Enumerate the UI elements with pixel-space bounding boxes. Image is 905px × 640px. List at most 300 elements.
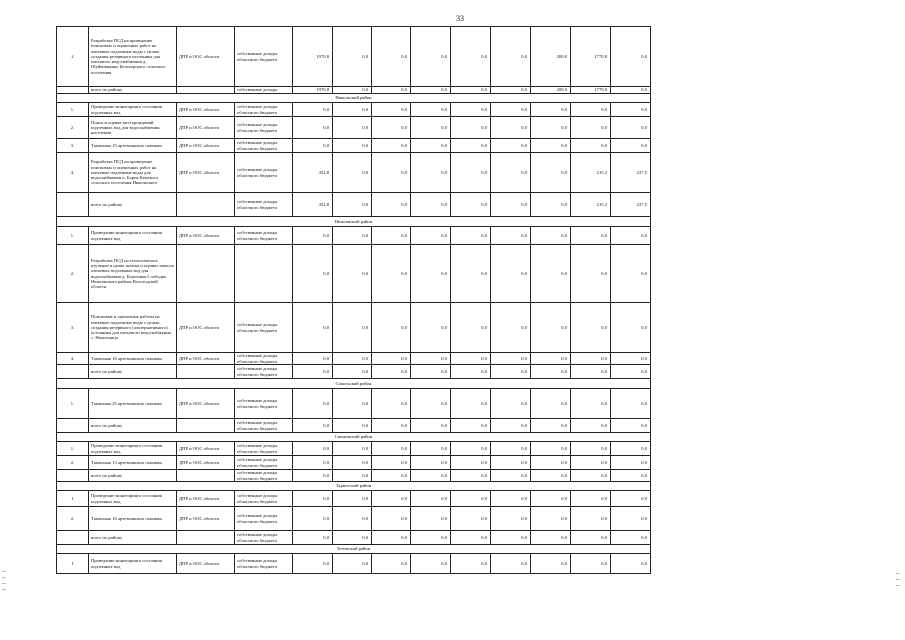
executor: [177, 470, 235, 482]
value-cell: 0,0: [531, 193, 571, 217]
table-row: [57, 227, 651, 245]
executor: [177, 193, 235, 217]
value-cell: 0,0: [611, 531, 651, 545]
executor: ДПР и ООС области: [177, 227, 235, 245]
value-cell: 0,0: [611, 227, 651, 245]
left-edge-marks: – – – –: [2, 567, 6, 593]
funding-source: собственные доходы областного бюджета: [235, 103, 293, 117]
value-cell: 0,0: [531, 456, 571, 470]
funding-source: собственные доходы областного бюджета: [235, 153, 293, 193]
row-number: [57, 531, 89, 545]
row-number: 1: [57, 491, 89, 507]
measure-name: Разработка ПСД на геологическое изучение в целях поиска и оценки запасов питьевых подземных вод для водоснабжения д. Березовая Слободка Нюксенского района Вологодской области: [89, 245, 177, 303]
value-cell: 0,0: [491, 442, 531, 456]
table-row: [57, 389, 651, 419]
section-title: Тарногский район: [57, 482, 651, 491]
table-row: [57, 193, 651, 217]
value-cell: 0,0: [293, 442, 333, 456]
value-cell: 0,0: [411, 491, 451, 507]
value-cell: 0,0: [611, 491, 651, 507]
value-cell: 0,0: [611, 117, 651, 139]
measure-name: Тампонаж 13 артезианских скважин: [89, 456, 177, 470]
value-cell: 0,0: [571, 227, 611, 245]
budget-table: [56, 26, 651, 574]
value-cell: 0,0: [451, 103, 491, 117]
value-cell: 0,0: [451, 470, 491, 482]
value-cell: 0,0: [372, 245, 411, 303]
table-row: [57, 117, 651, 139]
table-row: [57, 531, 651, 545]
row-number: 2: [57, 27, 89, 87]
value-cell: 0,0: [571, 470, 611, 482]
section-row: [57, 545, 651, 554]
funding-source: собственные доходы областного бюджета: [235, 491, 293, 507]
value-cell: 0,0: [293, 139, 333, 153]
value-cell: 0,0: [293, 303, 333, 353]
value-cell: 237,5: [611, 193, 651, 217]
value-cell: 0,0: [372, 389, 411, 419]
measure-name: всего по району: [89, 419, 177, 433]
value-cell: 0,0: [451, 419, 491, 433]
value-cell: 0,0: [491, 491, 531, 507]
measure-name: Разработка ПСД на проведение поисковых и оценочных работ на питьевые подземные воды с целью создания резервного источника для питьевого водоснабжения д. Шуйковщины Белозерского сельского поселения: [89, 27, 177, 87]
value-cell: 0,0: [531, 442, 571, 456]
value-cell: 215,3: [571, 193, 611, 217]
row-number: 2.: [57, 245, 89, 303]
value-cell: 0,0: [611, 103, 651, 117]
value-cell: 0,0: [491, 353, 531, 365]
value-cell: 0,0: [531, 507, 571, 531]
value-cell: 0,0: [611, 442, 651, 456]
value-cell: 0,0: [491, 389, 531, 419]
funding-source: собственные доходы областного бюджета: [235, 303, 293, 353]
value-cell: 0,0: [293, 531, 333, 545]
value-cell: 0,0: [411, 554, 451, 574]
value-cell: 0,0: [372, 153, 411, 193]
value-cell: 0,0: [611, 353, 651, 365]
row-number: 1: [57, 554, 89, 574]
funding-source: собственные доходы областного бюджета: [235, 365, 293, 379]
row-number: 4.: [57, 153, 89, 193]
value-cell: 0,0: [372, 193, 411, 217]
value-cell: 0,0: [372, 554, 411, 574]
value-cell: 0,0: [333, 193, 372, 217]
measure-name: всего по району: [89, 87, 177, 94]
value-cell: 0,0: [491, 419, 531, 433]
value-cell: 0,0: [411, 245, 451, 303]
value-cell: 0,0: [451, 117, 491, 139]
measure-name: Проведение мониторинга состояния подземных вод: [89, 554, 177, 574]
value-cell: 0,0: [451, 227, 491, 245]
value-cell: 0,0: [491, 531, 531, 545]
funding-source: собственные доходы областного бюджета: [235, 442, 293, 456]
value-cell: 0,0: [411, 365, 451, 379]
value-cell: 0,0: [411, 87, 451, 94]
value-cell: 0,0: [451, 153, 491, 193]
value-cell: 0,0: [571, 353, 611, 365]
table-row: [57, 27, 651, 87]
value-cell: 0,0: [491, 117, 531, 139]
table-row: [57, 139, 651, 153]
table-row: [57, 245, 651, 303]
value-cell: 0,0: [531, 227, 571, 245]
value-cell: 0,0: [491, 227, 531, 245]
value-cell: 0,0: [293, 245, 333, 303]
value-cell: 0,0: [571, 531, 611, 545]
value-cell: 0,0: [571, 507, 611, 531]
row-number: [57, 193, 89, 217]
measure-name: Тампонаж 16 артезианских скважин: [89, 353, 177, 365]
measure-name: всего по району: [89, 365, 177, 379]
executor: [177, 365, 235, 379]
measure-name: Тампонаж 25 артезианских скважин: [89, 389, 177, 419]
value-cell: 0,0: [372, 103, 411, 117]
value-cell: 0,0: [571, 554, 611, 574]
executor: ДПР и ООС области: [177, 153, 235, 193]
value-cell: 0,0: [411, 389, 451, 419]
value-cell: 0,0: [411, 103, 451, 117]
row-number: 3.: [57, 303, 89, 353]
value-cell: 0,0: [611, 87, 651, 94]
value-cell: 1970,8: [293, 27, 333, 87]
value-cell: 0,0: [411, 139, 451, 153]
table-row: [57, 103, 651, 117]
value-cell: 0,0: [571, 117, 611, 139]
value-cell: 0,0: [611, 507, 651, 531]
value-cell: 0,0: [372, 227, 411, 245]
measure-name: Проведение мониторинга состояния подземных вод: [89, 227, 177, 245]
value-cell: 0,0: [531, 419, 571, 433]
executor: ДПР и ООС области: [177, 139, 235, 153]
right-edge-marks: – – –: [896, 569, 900, 589]
value-cell: 0,0: [491, 245, 531, 303]
value-cell: 0,0: [451, 554, 491, 574]
value-cell: 0,0: [611, 27, 651, 87]
funding-source: [235, 245, 293, 303]
executor: ДПР и ООС области: [177, 27, 235, 87]
value-cell: 0,0: [333, 419, 372, 433]
value-cell: 0,0: [333, 554, 372, 574]
value-cell: 1770,8: [571, 27, 611, 87]
value-cell: 0,0: [372, 117, 411, 139]
funding-source: собственные доходы областного бюджета: [235, 419, 293, 433]
value-cell: 0,0: [491, 507, 531, 531]
value-cell: 0,0: [372, 531, 411, 545]
value-cell: 0,0: [411, 353, 451, 365]
value-cell: 0,0: [333, 470, 372, 482]
row-number: [57, 87, 89, 94]
row-number: 1.: [57, 389, 89, 419]
funding-source: собственные доходы областного бюджета: [235, 531, 293, 545]
value-cell: 0,0: [491, 103, 531, 117]
table-row: [57, 365, 651, 379]
measure-name: Поисковые и оценочные работы на питьевые подземные воды с целью создания резервного (альтернативного) источника для питьевого водоснабжения с. Нюксеница: [89, 303, 177, 353]
value-cell: 0,0: [491, 303, 531, 353]
value-cell: 0,0: [293, 389, 333, 419]
value-cell: 0,0: [531, 103, 571, 117]
value-cell: 0,0: [451, 27, 491, 87]
value-cell: 0,0: [333, 153, 372, 193]
value-cell: 0,0: [571, 103, 611, 117]
value-cell: 0,0: [531, 470, 571, 482]
executor: ДПР и ООС области: [177, 353, 235, 365]
funding-source: собственные доходы областного бюджета: [235, 389, 293, 419]
row-number: [57, 470, 89, 482]
value-cell: 0,0: [333, 507, 372, 531]
value-cell: 200,0: [531, 27, 571, 87]
value-cell: 0,0: [411, 27, 451, 87]
value-cell: 0,0: [293, 554, 333, 574]
value-cell: 237,5: [611, 153, 651, 193]
section-title: Сямженский район: [57, 433, 651, 442]
executor: ДПР и ООС области: [177, 554, 235, 574]
funding-source: собственные доходы областного бюджета: [235, 139, 293, 153]
value-cell: 0,0: [451, 365, 491, 379]
measure-name: Проведение мониторинга состояния подземных вод: [89, 442, 177, 456]
value-cell: 0,0: [611, 456, 651, 470]
value-cell: 452,8: [293, 153, 333, 193]
value-cell: 0,0: [293, 491, 333, 507]
value-cell: 0,0: [293, 227, 333, 245]
funding-source: собственные доходы областного бюджета: [235, 554, 293, 574]
funding-source: собственные доходы областного бюджета: [235, 117, 293, 139]
measure-name: Тампонаж 15 артезианских скважин: [89, 139, 177, 153]
value-cell: 0,0: [491, 27, 531, 87]
executor: ДПР и ООС области: [177, 442, 235, 456]
value-cell: 0,0: [491, 139, 531, 153]
table-row: [57, 353, 651, 365]
measure-name: всего по району: [89, 470, 177, 482]
value-cell: 0,0: [531, 153, 571, 193]
value-cell: 0,0: [372, 456, 411, 470]
value-cell: 0,0: [571, 491, 611, 507]
value-cell: 0,0: [571, 303, 611, 353]
value-cell: 0,0: [451, 193, 491, 217]
value-cell: 0,0: [411, 153, 451, 193]
value-cell: 0,0: [333, 353, 372, 365]
funding-source: собственные доходы областного бюджета: [235, 456, 293, 470]
row-number: 3.: [57, 139, 89, 153]
page-number: 33: [456, 14, 464, 23]
value-cell: 0,0: [451, 389, 491, 419]
value-cell: 0,0: [372, 442, 411, 456]
value-cell: 0,0: [491, 193, 531, 217]
value-cell: 0,0: [451, 245, 491, 303]
executor: [177, 531, 235, 545]
executor: ДПР и ООС области: [177, 117, 235, 139]
value-cell: 1970,8: [293, 87, 333, 94]
value-cell: 200,0: [531, 87, 571, 94]
row-number: 2.: [57, 456, 89, 470]
value-cell: 0,0: [531, 389, 571, 419]
value-cell: 0,0: [451, 139, 491, 153]
value-cell: 0,0: [333, 456, 372, 470]
value-cell: 0,0: [571, 389, 611, 419]
value-cell: 0,0: [611, 139, 651, 153]
funding-source: собственные доходы областного бюджета: [235, 507, 293, 531]
value-cell: 0,0: [411, 419, 451, 433]
value-cell: 0,0: [333, 303, 372, 353]
funding-source: собственные доходы: [235, 87, 293, 94]
executor: ДПР и ООС области: [177, 456, 235, 470]
value-cell: 0,0: [451, 507, 491, 531]
value-cell: 0,0: [451, 303, 491, 353]
measure-name: Проведение мониторинга состояния подземных вод: [89, 103, 177, 117]
value-cell: 0,0: [491, 365, 531, 379]
table-row: [57, 303, 651, 353]
measure-name: Разработка ПСД на проведение поисковых и оценочных работ на питьевые подземные воды для водоснабжения п. Борок Кемского сельского поселения Никольского: [89, 153, 177, 193]
value-cell: 0,0: [571, 139, 611, 153]
value-cell: 0,0: [293, 103, 333, 117]
value-cell: 0,0: [333, 442, 372, 456]
value-cell: 0,0: [491, 153, 531, 193]
measure-name: Проведение мониторинга состояния подземных вод: [89, 491, 177, 507]
value-cell: 0,0: [372, 303, 411, 353]
row-number: 4.: [57, 353, 89, 365]
value-cell: 0,0: [531, 139, 571, 153]
value-cell: 0,0: [451, 87, 491, 94]
value-cell: 0,0: [293, 353, 333, 365]
value-cell: 0,0: [451, 531, 491, 545]
executor: ДПР и ООС области: [177, 103, 235, 117]
section-title: Сокольский район: [57, 379, 651, 389]
value-cell: 0,0: [451, 442, 491, 456]
value-cell: 0,0: [411, 227, 451, 245]
value-cell: 0,0: [333, 365, 372, 379]
measure-name: Тампонаж 16 артезианских скважин: [89, 507, 177, 531]
value-cell: 0,0: [293, 470, 333, 482]
row-number: [57, 419, 89, 433]
value-cell: 0,0: [531, 491, 571, 507]
value-cell: 0,0: [491, 470, 531, 482]
value-cell: 0,0: [571, 442, 611, 456]
table-row: [57, 470, 651, 482]
table-row: [57, 419, 651, 433]
value-cell: 0,0: [372, 365, 411, 379]
value-cell: 0,0: [411, 442, 451, 456]
value-cell: 0,0: [491, 456, 531, 470]
value-cell: 0,0: [531, 117, 571, 139]
value-cell: 0,0: [571, 419, 611, 433]
measure-name: всего по району: [89, 193, 177, 217]
funding-source: собственные доходы областного бюджета: [235, 27, 293, 87]
value-cell: 0,0: [411, 117, 451, 139]
value-cell: 0,0: [571, 365, 611, 379]
value-cell: 0,0: [531, 353, 571, 365]
executor: ДПР и ООС области: [177, 303, 235, 353]
value-cell: 0,0: [571, 245, 611, 303]
funding-source: собственные доходы областного бюджета: [235, 227, 293, 245]
section-row: [57, 482, 651, 491]
value-cell: 0,0: [611, 554, 651, 574]
section-title: Никольский район: [57, 94, 651, 103]
executor: ДПР и ООС области: [177, 389, 235, 419]
value-cell: 0,0: [293, 507, 333, 531]
value-cell: 0,0: [611, 245, 651, 303]
value-cell: 0,0: [372, 27, 411, 87]
table-body: [57, 27, 651, 574]
measure-name: Поиск и оценка месторождений подземных вод для водоснабжения населения: [89, 117, 177, 139]
row-number: 1.: [57, 442, 89, 456]
value-cell: 0,0: [372, 419, 411, 433]
funding-source: собственные доходы областного бюджета: [235, 353, 293, 365]
value-cell: 0,0: [411, 193, 451, 217]
value-cell: 0,0: [333, 87, 372, 94]
value-cell: 0,0: [333, 139, 372, 153]
value-cell: 0,0: [333, 27, 372, 87]
value-cell: 0,0: [333, 117, 372, 139]
value-cell: 0,0: [531, 531, 571, 545]
value-cell: 0,0: [451, 353, 491, 365]
value-cell: 0,0: [531, 365, 571, 379]
value-cell: 0,0: [531, 245, 571, 303]
row-number: 2.: [57, 117, 89, 139]
value-cell: 0,0: [293, 419, 333, 433]
funding-source: собственные доходы областного бюджета: [235, 470, 293, 482]
value-cell: 0,0: [333, 531, 372, 545]
value-cell: 0,0: [531, 303, 571, 353]
table-row: [57, 491, 651, 507]
value-cell: 0,0: [372, 491, 411, 507]
table-row: [57, 87, 651, 94]
value-cell: 452,8: [293, 193, 333, 217]
executor: ДПР и ООС области: [177, 491, 235, 507]
value-cell: 0,0: [293, 365, 333, 379]
value-cell: 0,0: [411, 507, 451, 531]
row-number: 1.: [57, 103, 89, 117]
value-cell: 0,0: [611, 419, 651, 433]
table-row: [57, 456, 651, 470]
value-cell: 0,0: [491, 87, 531, 94]
value-cell: 0,0: [411, 470, 451, 482]
section-title: Тотемский район: [57, 545, 651, 554]
section-row: [57, 379, 651, 389]
value-cell: 0,0: [372, 470, 411, 482]
value-cell: 0,0: [333, 103, 372, 117]
section-row: [57, 217, 651, 227]
value-cell: 0,0: [333, 245, 372, 303]
value-cell: 0,0: [293, 117, 333, 139]
section-title: Нюксенский район: [57, 217, 651, 227]
table-row: [57, 507, 651, 531]
value-cell: 0,0: [333, 389, 372, 419]
value-cell: 0,0: [372, 139, 411, 153]
value-cell: 0,0: [411, 303, 451, 353]
value-cell: 0,0: [293, 456, 333, 470]
executor: [177, 87, 235, 94]
value-cell: 0,0: [372, 507, 411, 531]
table-row: [57, 554, 651, 574]
table-row: [57, 442, 651, 456]
value-cell: 0,0: [611, 470, 651, 482]
value-cell: 0,0: [372, 87, 411, 94]
executor: [177, 419, 235, 433]
value-cell: 0,0: [333, 227, 372, 245]
section-row: [57, 94, 651, 103]
value-cell: 0,0: [491, 554, 531, 574]
executor: ДПР и ООС области: [177, 507, 235, 531]
value-cell: 0,0: [411, 456, 451, 470]
value-cell: 0,0: [451, 491, 491, 507]
row-number: [57, 365, 89, 379]
value-cell: 0,0: [451, 456, 491, 470]
row-number: 1.: [57, 227, 89, 245]
value-cell: 0,0: [372, 353, 411, 365]
value-cell: 0,0: [531, 554, 571, 574]
value-cell: 1770,8: [571, 87, 611, 94]
table-row: [57, 153, 651, 193]
funding-source: собственные доходы областного бюджета: [235, 193, 293, 217]
